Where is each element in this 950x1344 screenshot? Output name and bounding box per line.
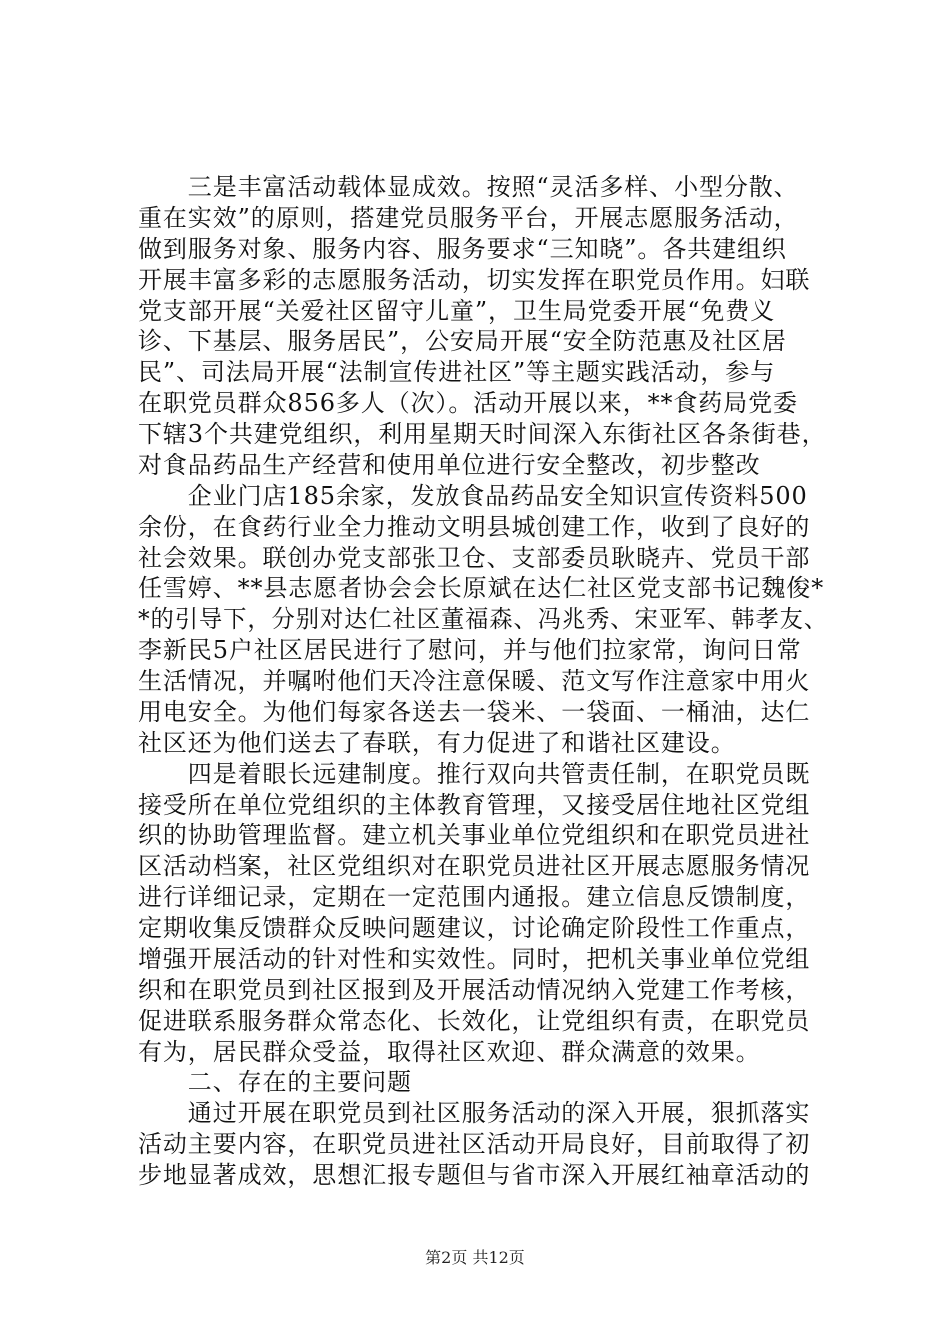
section-heading: 二、存在的主要问题 bbox=[138, 1068, 412, 1096]
paragraph-line: 任雪婷、**县志愿者协会会长原斌在达仁社区党支部书记魏俊* bbox=[138, 574, 825, 602]
paragraph-line: *的引导下，分别对达仁社区董福森、冯兆秀、宋亚军、韩孝友、 bbox=[138, 605, 829, 633]
paragraph-line: 社区还为他们送去了春联，有力促进了和谐社区建设。 bbox=[138, 729, 736, 757]
paragraph-line: 有为，居民群众受益，取得社区欢迎、群众满意的效果。 bbox=[138, 1038, 761, 1066]
paragraph-line: 接受所在单位党组织的主体教育管理，又接受居住地社区党组 bbox=[138, 791, 811, 819]
paragraph-line: 织的协助管理监督。建立机关事业单位党组织和在职党员进社 bbox=[138, 821, 811, 849]
paragraph-line: 诊、下基层、服务居民”，公安局开展“安全防范惠及社区居 bbox=[138, 327, 787, 355]
paragraph-line: 定期收集反馈群众反映问题建议，讨论确定阶段性工作重点， bbox=[138, 914, 811, 942]
paragraph-line: 党支部开展“关爱社区留守儿童”，卫生局党委开展“免费义 bbox=[138, 297, 776, 325]
paragraph-line: 生活情况，并嘱咐他们天冷注意保暖、范文写作注意家中用火 bbox=[138, 667, 811, 695]
paragraph-line: 重在实效”的原则，搭建党员服务平台，开展志愿服务活动， bbox=[138, 204, 799, 232]
paragraph-line: 活动主要内容，在职党员进社区活动开局良好，目前取得了初 bbox=[138, 1130, 811, 1158]
paragraph-line: 区活动档案，社区党组织对在职党员进社区开展志愿服务情况 bbox=[138, 852, 811, 880]
paragraph-line: 余份，在食药行业全力推动文明县城创建工作，收到了良好的 bbox=[138, 513, 811, 541]
paragraph-line: 社会效果。联创办党支部张卫仓、支部委员耿晓卉、党员干部 bbox=[138, 544, 811, 572]
paragraph-line: 进行详细记录，定期在一定范围内通报。建立信息反馈制度， bbox=[138, 883, 811, 911]
paragraph-line: 促进联系服务群众常态化、长效化，让党组织有责，在职党员 bbox=[138, 1007, 811, 1035]
paragraph-line: 用电安全。为他们每家各送去一袋米、一袋面、一桶油，达仁 bbox=[138, 698, 811, 726]
paragraph-line: 李新民5户社区居民进行了慰问，并与他们拉家常，询问日常 bbox=[138, 636, 802, 664]
paragraph-line: 在职党员群众856多人（次）。活动开展以来，**食药局党委 bbox=[138, 389, 798, 417]
page-footer: 第2页 共12页 bbox=[425, 1248, 525, 1267]
paragraph-line: 增强开展活动的针对性和实效性。同时，把机关事业单位党组 bbox=[138, 945, 811, 973]
paragraph-line: 织和在职党员到社区报到及开展活动情况纳入党建工作考核， bbox=[138, 976, 811, 1004]
paragraph-line: 四是着眼长远建制度。推行双向共管责任制，在职党员既 bbox=[138, 760, 811, 788]
paragraph-line: 步地显著成效，思想汇报专题但与省市深入开展红袖章活动的 bbox=[138, 1161, 811, 1189]
paragraph-line: 对食品药品生产经营和使用单位进行安全整改，初步整改 bbox=[138, 451, 761, 479]
paragraph-line: 通过开展在职党员到社区服务活动的深入开展，狠抓落实 bbox=[138, 1099, 811, 1127]
paragraph-line: 民”、司法局开展“法制宣传进社区”等主题实践活动，参与 bbox=[138, 358, 776, 386]
paragraph-line: 企业门店185余家，发放食品药品安全知识宣传资料500 bbox=[138, 482, 808, 510]
paragraph-line: 下辖3个共建党组织，利用星期天时间深入东街社区各条街巷， bbox=[138, 420, 827, 448]
paragraph-line: 三是丰富活动载体显成效。按照“灵活多样、小型分散、 bbox=[138, 173, 799, 201]
paragraph-line: 开展丰富多彩的志愿服务活动，切实发挥在职党员作用。妇联 bbox=[138, 266, 811, 294]
paragraph-line: 做到服务对象、服务内容、服务要求“三知晓”。各共建组织 bbox=[138, 235, 787, 263]
